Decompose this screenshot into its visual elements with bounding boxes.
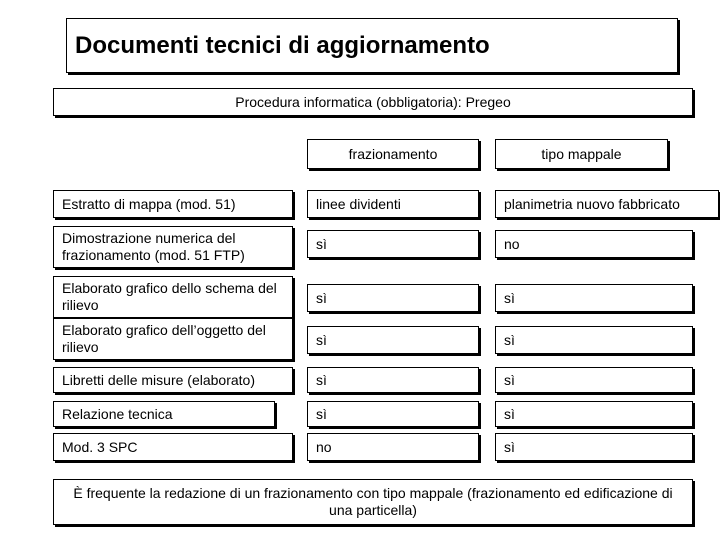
table-row-document: Mod. 3 SPC	[53, 433, 293, 461]
table-cell-tipo-mappale: sì	[495, 367, 693, 393]
column-header-tipo-mappale: tipo mappale	[495, 139, 668, 169]
table-row-document: Libretti delle misure (elaborato)	[53, 367, 293, 393]
table-cell-frazionamento: sì	[307, 284, 479, 312]
table-cell-frazionamento: sì	[307, 326, 479, 354]
page-title: Documenti tecnici di aggiornamento	[66, 18, 678, 73]
table-cell-tipo-mappale: sì	[495, 284, 693, 312]
table-cell-tipo-mappale: sì	[495, 433, 693, 461]
table-cell-tipo-mappale: planimetria nuovo fabbricato	[495, 190, 719, 218]
table-cell-frazionamento: no	[307, 433, 479, 461]
table-cell-frazionamento: sì	[307, 401, 479, 427]
column-header-frazionamento: frazionamento	[307, 139, 479, 169]
table-row-document: Elaborato grafico dello schema del rilievo	[53, 276, 293, 318]
table-row-document: Elaborato grafico dell’oggetto del rilievo	[53, 318, 293, 360]
table-row-document: Dimostrazione numerica del frazionamento (mod. 51 FTP)	[53, 226, 293, 268]
table-cell-frazionamento: linee dividenti	[307, 190, 479, 218]
table-cell-frazionamento: sì	[307, 230, 479, 258]
table-row-document: Relazione tecnica	[53, 401, 275, 427]
footnote: È frequente la redazione di un frazionamento con tipo mappale (frazionamento ed edificazione di una particella)	[53, 479, 693, 525]
table-cell-tipo-mappale: sì	[495, 326, 693, 354]
procedure-banner: Procedura informatica (obbligatoria): Pregeo	[53, 88, 693, 116]
table-cell-tipo-mappale: no	[495, 230, 693, 258]
table-cell-frazionamento: sì	[307, 367, 479, 393]
table-cell-tipo-mappale: sì	[495, 401, 693, 427]
table-row-document: Estratto di mappa (mod. 51)	[53, 190, 293, 218]
